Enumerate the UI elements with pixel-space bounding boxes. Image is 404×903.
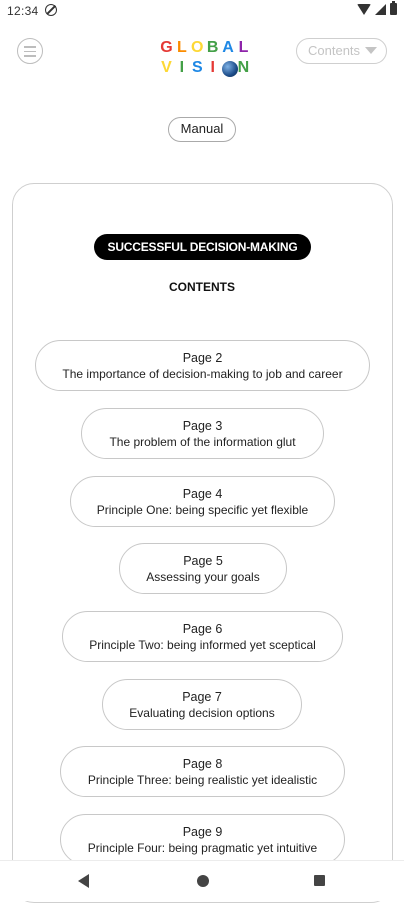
toc-title: Principle Four: being pragmatic yet intuitive [87, 841, 318, 855]
logo-line-1 [160, 38, 250, 58]
logo-line-2 [160, 58, 250, 78]
global-vision-logo [160, 38, 250, 82]
contents-dropdown[interactable] [296, 38, 387, 64]
toc-page-number: Page 8 [182, 757, 223, 771]
wifi-icon [357, 4, 371, 15]
toc-title: Evaluating decision options [129, 706, 275, 720]
toc-page-number: Page 6 [182, 622, 223, 636]
logo-letter: L [238, 39, 249, 56]
logo-letter: G [160, 39, 173, 56]
toc-item-page-5[interactable] [119, 543, 287, 594]
logo-letter: N [237, 59, 250, 76]
toc-item-page-8[interactable] [60, 746, 345, 797]
toc-title: Principle One: being specific yet flexible [96, 503, 309, 517]
toc-item-page-3[interactable] [81, 408, 324, 459]
toc-page-number: Page 5 [183, 554, 223, 568]
logo-letter: A [222, 39, 234, 56]
manual-button[interactable]: Manual [168, 117, 236, 142]
logo-letter: I [179, 59, 185, 76]
toc-item-page-9[interactable] [60, 814, 345, 865]
toc-page-number: Page 3 [182, 419, 223, 433]
toc-item-page-2[interactable] [35, 340, 370, 391]
logo-letter: I [210, 59, 215, 76]
status-icons [357, 3, 397, 15]
toc-item-page-4[interactable] [70, 476, 335, 527]
toc-item-page-6[interactable] [62, 611, 343, 662]
home-icon[interactable] [197, 875, 209, 887]
toc-page-number: Page 4 [182, 487, 223, 501]
hamburger-icon-line [24, 55, 36, 57]
hamburger-icon-line [24, 46, 36, 48]
toc-page-number: Page 7 [182, 690, 222, 704]
toc-title: The importance of decision-making to job and career [62, 367, 343, 381]
back-icon[interactable] [78, 874, 89, 888]
contents-heading: CONTENTS [169, 280, 235, 294]
logo-letter: B [206, 39, 219, 56]
contents-dropdown-label: Contents [308, 43, 361, 58]
logo-letter: S [191, 59, 203, 76]
system-nav-bar [0, 860, 404, 901]
menu-button[interactable] [17, 38, 43, 64]
globe-icon [222, 61, 238, 77]
toc-title: Assessing your goals [146, 570, 260, 584]
battery-icon [390, 3, 397, 15]
toc-title: The problem of the information glut [109, 435, 296, 449]
recents-icon[interactable] [314, 875, 325, 886]
chevron-down-icon [365, 47, 377, 54]
logo-letter: L [177, 39, 187, 56]
logo-letter: O [191, 39, 204, 56]
page-title: SUCCESSFUL DECISION-MAKING [94, 234, 311, 260]
toc-item-page-7[interactable] [102, 679, 302, 730]
do-not-disturb-icon [45, 4, 57, 16]
toc-page-number: Page 9 [182, 825, 223, 839]
toc-page-number: Page 2 [182, 351, 223, 365]
toc-title: Principle Three: being realistic yet idealistic [87, 773, 318, 787]
cell-signal-icon [375, 4, 386, 15]
globe-icon [222, 58, 235, 78]
status-time: 12:34 [7, 4, 39, 18]
status-bar [0, 0, 404, 24]
toc-title: Principle Two: being informed yet sceptical [89, 638, 316, 652]
logo-letter: V [161, 59, 172, 76]
hamburger-icon-line [24, 51, 36, 53]
